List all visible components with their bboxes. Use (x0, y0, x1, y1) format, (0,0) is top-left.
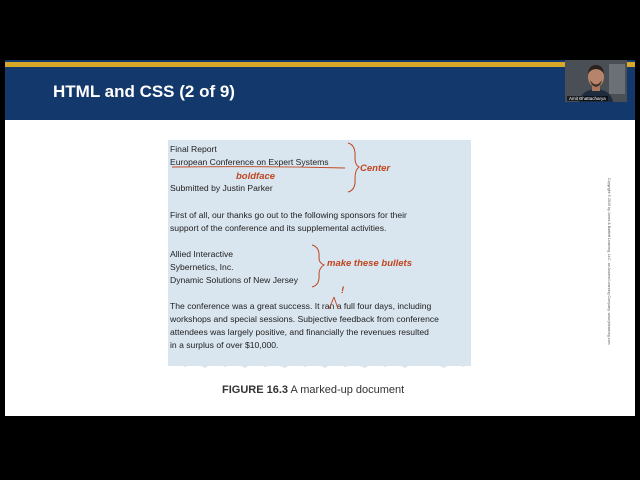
doc-line-paragraph-2a: The conference was a great success. It ran a full four days, including (170, 301, 432, 311)
figure-number: FIGURE 16.3 (222, 384, 289, 396)
figure-description: A marked-up document (288, 384, 405, 396)
insert-caret-left (329, 297, 334, 309)
copyright-notice: Copyright © 2019 by Jones & Bartlett Learning, LLC, an Ascend Learning Company. www.jblearning.com (607, 178, 611, 345)
doc-line-sponsor-2: Sybernetics, Inc. (170, 262, 234, 272)
bullets-brace (312, 245, 324, 287)
center-brace (348, 143, 359, 192)
exclamation-annotation: ! (341, 285, 345, 296)
bullets-annotation: make these bullets (327, 258, 413, 269)
center-annotation: Center (360, 163, 391, 174)
doc-line-paragraph-2d: in a surplus of over $10,000. (170, 340, 279, 350)
doc-line-conference: European Conference on Expert Systems (170, 157, 329, 167)
doc-line-paragraph-1a: First of all, our thanks go out to the following sponsors for their (170, 210, 407, 220)
boldface-annotation: boldface (236, 171, 276, 182)
doc-line-author: Submitted by Justin Parker (170, 183, 273, 193)
slide-title: HTML and CSS (2 of 9) (53, 82, 235, 101)
doc-line-title: Final Report (170, 144, 217, 154)
figure-caption (222, 384, 404, 396)
webcam-thumbnail[interactable] (565, 60, 627, 102)
insert-caret-right (334, 297, 338, 309)
doc-line-sponsor-3: Dynamic Solutions of New Jersey (170, 275, 298, 285)
doc-line-paragraph-1b: support of the conference and its supplemental activities. (170, 223, 387, 233)
underline-mark (172, 167, 345, 168)
doc-line-paragraph-2b: workshops and special sessions. Subjective feedback from conference (170, 314, 439, 324)
doc-line-sponsor-1: Allied Interactive (170, 249, 234, 259)
doc-line-paragraph-2c: attendees was largely positive, and financially the revenues resulted (170, 327, 429, 337)
presenter-name: Amit Bhattacharya (569, 96, 606, 101)
